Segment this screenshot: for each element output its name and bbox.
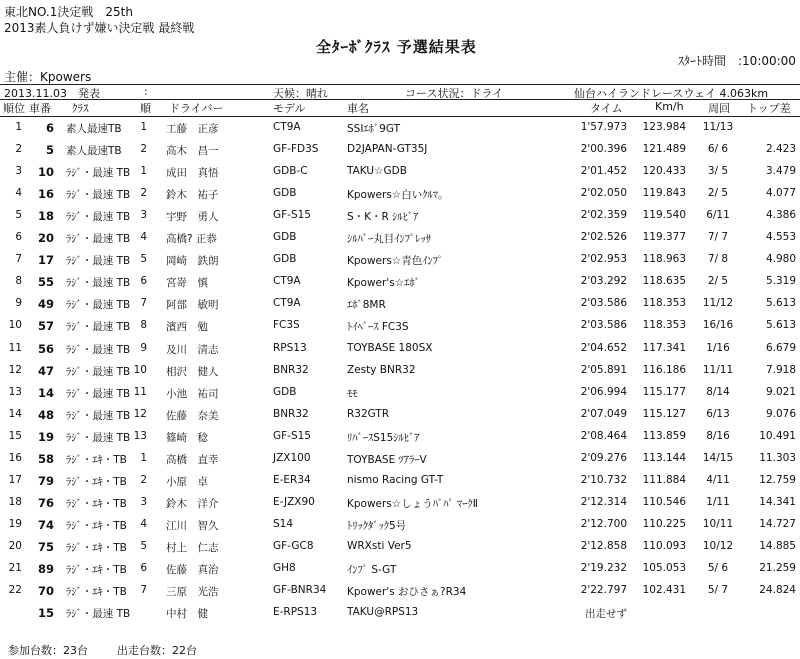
cell-gap: 9.021 [765, 385, 796, 398]
column-header-row [0, 100, 800, 122]
cell-time: 2'03.586 [580, 297, 627, 310]
cell-drv: 鈴木 祐子 [166, 189, 219, 202]
cell-kmh: 115.127 [642, 407, 686, 420]
table-row [0, 231, 800, 253]
cell-car: TAKU@RPS13 [347, 606, 419, 619]
cell-gap: 10.491 [759, 429, 796, 442]
cell-num: 18 [37, 209, 54, 224]
cell-gap: 4.980 [765, 253, 796, 266]
cell-cls: ﾗｼﾞ・ｴｷ・TB [66, 564, 127, 576]
cell-mdl: S14 [273, 517, 294, 530]
event-line-1: 東北NO.1決定戦 25th [4, 5, 133, 19]
cell-cls: ﾗｼﾞ・ｴｷ・TB [66, 453, 127, 466]
cell-drv: 村上 仁志 [166, 541, 219, 554]
cell-mdl: E-RPS13 [273, 606, 318, 619]
cell-car: WRXsti Ver5 [347, 539, 412, 552]
cell-drv: 江川 智久 [166, 519, 219, 532]
cell-num: 56 [37, 341, 54, 356]
cell-car: Kpower's おひさぁ?R34 [347, 586, 467, 599]
cell-gap: 9.076 [765, 407, 796, 420]
cell-car: ｴﾎﾞ8MR [347, 299, 386, 312]
cell-mdl: CT9A [273, 297, 301, 310]
cell-pos: 15 [8, 429, 22, 442]
cell-ord: 2 [140, 143, 147, 156]
cell-num: 5 [45, 143, 54, 158]
cell-cls: ﾗｼﾞ・最速 TB [66, 409, 131, 422]
cell-cls: ﾗｼﾞ・最速 TB [66, 608, 131, 621]
cell-lap: 2/ 5 [707, 275, 729, 288]
cell-time: 2'08.464 [580, 429, 627, 442]
cell-kmh: 118.963 [642, 253, 686, 266]
col-driver: ドライバー [169, 102, 224, 115]
cell-gap: 6.679 [765, 341, 796, 354]
cell-pos: 7 [15, 253, 22, 266]
cell-num: 74 [37, 517, 54, 532]
start-time: ｽﾀｰﾄ時間 :10:00:00 [678, 54, 796, 68]
cell-gap: 4.553 [765, 231, 796, 244]
cell-mdl: JZX100 [273, 451, 311, 464]
cell-gap: 4.386 [765, 209, 796, 222]
cell-kmh: 102.431 [642, 584, 686, 597]
cell-num: 70 [37, 584, 54, 599]
cell-ord: 5 [140, 253, 147, 266]
cell-drv: 阿部 敏明 [166, 299, 219, 312]
cell-drv: 佐藤 奈美 [166, 409, 219, 422]
cell-kmh: 110.093 [642, 539, 686, 552]
cell-car: ﾓﾓ [347, 387, 358, 400]
cell-pos: 5 [15, 209, 22, 222]
cell-gap: 24.824 [759, 584, 796, 597]
col-gap: トップ差 [747, 102, 791, 115]
cell-pos: 16 [8, 451, 22, 464]
cell-lap: 8/16 [706, 429, 730, 442]
cell-kmh: 120.433 [642, 165, 686, 178]
cell-num: 47 [37, 363, 54, 378]
cell-drv: 相沢 健人 [166, 365, 219, 378]
cell-gap: 14.341 [759, 495, 796, 508]
cell-cls: ﾗｼﾞ・最速 TB [66, 211, 131, 224]
starters-count: 出走台数：22台 [117, 644, 197, 657]
cell-car: nismo Racing GT-T [347, 473, 444, 486]
cell-num: 75 [37, 539, 54, 554]
cell-cls: ﾗｼﾞ・ｴｷ・TB [66, 497, 127, 510]
cell-lap: 8/14 [706, 385, 730, 398]
organizer: 主催：Kpowers [4, 70, 92, 84]
table-row [0, 121, 800, 143]
cell-kmh: 110.225 [642, 517, 686, 530]
cell-ord: 1 [140, 165, 147, 178]
cell-ord: 8 [140, 319, 147, 332]
cell-cls: ﾗｼﾞ・最速 TB [66, 321, 131, 334]
table-row [0, 165, 800, 187]
cell-lap: 4/11 [706, 473, 730, 486]
cell-ord: 6 [140, 562, 147, 574]
cell-kmh: 123.984 [642, 121, 686, 133]
cell-num: 14 [37, 385, 54, 400]
cell-lap: 5/ 7 [707, 584, 729, 597]
cell-time: 2'02.953 [580, 253, 627, 266]
cell-car: R32GTR [347, 407, 390, 420]
table-row [0, 319, 800, 341]
cell-car: TOYBASE ﾂｱﾗｰV [347, 453, 427, 466]
cell-lap: 1/11 [706, 495, 730, 508]
cell-num: 79 [37, 473, 54, 488]
cell-cls: ﾗｼﾞ・最速 TB [66, 365, 131, 378]
cell-cls: ﾗｼﾞ・最速 TB [66, 277, 131, 290]
cell-cls: ﾗｼﾞ・最速 TB [66, 387, 131, 400]
cell-mdl: RPS13 [273, 341, 307, 354]
cell-pos: 9 [15, 297, 22, 310]
cell-ord: 1 [140, 451, 147, 464]
cell-car: Kpowers☆青色ｲﾝﾌﾟ [347, 255, 444, 268]
cell-gap: 5.613 [765, 297, 796, 310]
table-row [0, 430, 800, 452]
cell-time: 出走せず [585, 608, 627, 621]
cell-pos: 19 [8, 517, 22, 530]
cell-num: 15 [37, 606, 54, 621]
cell-drv: 篠崎 稔 [166, 431, 208, 444]
cell-num: 16 [37, 187, 54, 202]
cell-kmh: 110.546 [642, 495, 686, 508]
cell-gap: 5.613 [765, 319, 796, 332]
cell-drv: 濱西 勉 [166, 321, 208, 334]
cell-time: 2'04.652 [580, 341, 627, 354]
cell-num: 57 [37, 319, 54, 334]
cell-mdl: GDB [273, 187, 297, 200]
cell-time: 2'03.586 [580, 319, 627, 332]
cell-mdl: CT9A [273, 121, 301, 133]
cell-car: ﾘﾊﾞｰｽS15ｼﾙﾋﾞｱ [347, 431, 420, 444]
cell-lap: 6/13 [706, 407, 730, 420]
cell-pos: 2 [15, 143, 22, 156]
cell-gap: 12.759 [759, 473, 796, 486]
cell-pos: 13 [8, 385, 22, 398]
cell-kmh: 121.489 [642, 143, 686, 156]
cell-car: S・K・R ｼﾙﾋﾞｱ [347, 211, 419, 224]
cell-car: ｲﾝﾌﾟ S-GT [347, 564, 397, 576]
cell-pos: 11 [8, 341, 22, 354]
table-row [0, 562, 800, 584]
cell-cls: ﾗｼﾞ・ｴｷ・TB [66, 475, 127, 488]
cell-drv: 宇野 勇人 [166, 211, 219, 224]
cell-ord: 4 [140, 231, 147, 244]
cell-cls: 素人最速TB [66, 123, 122, 135]
cell-ord: 11 [133, 385, 147, 398]
cell-ord: 3 [140, 209, 147, 222]
table-row [0, 474, 800, 496]
cell-car: Kpowers☆白いｸﾙﾏ。 [347, 189, 449, 202]
cell-num: 20 [37, 231, 54, 246]
cell-time: 2'07.049 [580, 407, 627, 420]
cell-kmh: 111.884 [642, 473, 686, 486]
cell-ord: 3 [140, 495, 147, 508]
cell-drv: 高橋 直幸 [166, 453, 219, 466]
cell-ord: 5 [140, 539, 147, 552]
table-row [0, 143, 800, 165]
cell-time: 2'00.396 [580, 143, 627, 156]
cell-lap: 7/ 8 [707, 253, 729, 266]
table-row [0, 253, 800, 275]
cell-mdl: BNR32 [273, 363, 309, 376]
cell-lap: 1/16 [706, 341, 730, 354]
cell-ord: 4 [140, 517, 147, 530]
cell-lap: 11/13 [702, 121, 734, 133]
cell-drv: 及川 清志 [166, 343, 219, 356]
col-num: 車番 [29, 102, 51, 115]
cell-ord: 2 [140, 473, 147, 486]
weather: 天候：晴れ [273, 87, 328, 100]
table-row [0, 342, 800, 364]
cell-lap: 3/ 5 [707, 165, 729, 178]
cell-pos: 18 [8, 495, 22, 508]
cell-gap: 11.303 [759, 451, 796, 464]
table-row [0, 584, 800, 606]
table-row [0, 386, 800, 408]
cell-time: 1'57.973 [580, 121, 627, 133]
cell-car: ﾄﾘｯｸﾀﾞｯｸ5号 [347, 519, 407, 532]
cell-time: 2'19.232 [580, 562, 627, 574]
cell-drv: 宮嵜 慎 [166, 277, 208, 290]
cell-lap: 16/16 [702, 319, 734, 332]
cell-time: 2'12.858 [580, 539, 627, 552]
col-time: タイム [590, 102, 623, 115]
cell-kmh: 119.540 [642, 209, 686, 222]
cell-cls: ﾗｼﾞ・最速 TB [66, 233, 131, 246]
cell-lap: 11/11 [702, 363, 734, 376]
cell-mdl: GF-GC8 [273, 539, 314, 552]
col-lap: 周回 [708, 102, 730, 115]
cell-time: 2'10.732 [580, 473, 627, 486]
cell-time: 2'02.526 [580, 231, 627, 244]
cell-kmh: 119.843 [642, 187, 686, 200]
cell-mdl: FC3S [273, 319, 300, 332]
cell-ord: 10 [133, 363, 147, 376]
cell-pos: 17 [8, 473, 22, 486]
cell-car: D2JAPAN-GT35J [347, 143, 428, 156]
date-colon: : [144, 85, 148, 98]
cell-car: TAKU☆GDB [347, 165, 407, 178]
cell-ord: 12 [133, 407, 147, 420]
cell-car: Zesty BNR32 [347, 363, 416, 376]
cell-num: 17 [37, 253, 54, 268]
cell-kmh: 115.177 [642, 385, 686, 398]
col-order: 順 [140, 102, 151, 115]
col-kmh: Km/h [655, 100, 684, 113]
cell-mdl: GF-FD3S [273, 143, 319, 156]
cell-num: 76 [37, 495, 54, 510]
cell-time: 2'03.292 [580, 275, 627, 288]
cell-lap: 10/12 [702, 539, 734, 552]
cell-mdl: CT9A [273, 275, 301, 288]
cell-drv: 高木 昌一 [166, 145, 219, 158]
cell-time: 2'06.994 [580, 385, 627, 398]
cell-num: 58 [37, 451, 54, 466]
table-row [0, 408, 800, 430]
cell-mdl: GF-S15 [273, 209, 311, 222]
cell-mdl: GF-BNR34 [273, 584, 327, 597]
cell-mdl: GDB [273, 253, 297, 266]
table-row [0, 518, 800, 540]
cell-drv: 工藤 正彦 [166, 123, 219, 135]
table-row [0, 364, 800, 386]
cell-cls: ﾗｼﾞ・最速 TB [66, 189, 131, 202]
cell-drv: 三原 光浩 [166, 586, 219, 599]
cell-pos: 14 [8, 407, 22, 420]
cell-gap: 4.077 [765, 187, 796, 200]
cell-cls: ﾗｼﾞ・最速 TB [66, 255, 131, 268]
cell-mdl: GH8 [273, 562, 296, 574]
table-row [0, 297, 800, 319]
cell-num: 6 [45, 121, 54, 135]
cell-ord: 7 [140, 584, 147, 597]
cell-cls: ﾗｼﾞ・最速 TB [66, 431, 131, 444]
cell-pos: 8 [15, 275, 22, 288]
cell-gap: 5.319 [765, 275, 796, 288]
cell-drv: 小池 祐司 [166, 387, 219, 400]
cell-time: 2'01.452 [580, 165, 627, 178]
cell-lap: 10/11 [702, 517, 734, 530]
cell-mdl: GF-S15 [273, 429, 311, 442]
cell-pos: 20 [8, 539, 22, 552]
cell-cls: ﾗｼﾞ・最速 TB [66, 167, 131, 180]
cell-drv: 成田 真悟 [166, 167, 219, 180]
cell-gap: 14.727 [759, 517, 796, 530]
cell-time: 2'12.314 [580, 495, 627, 508]
cell-time: 2'02.050 [580, 187, 627, 200]
cell-car: SSIｴﾎﾞ9GT [347, 123, 401, 135]
cell-gap: 14.885 [759, 539, 796, 552]
cell-mdl: BNR32 [273, 407, 309, 420]
cell-drv: 高橋? 正恭 [166, 233, 217, 246]
cell-gap: 2.423 [765, 143, 796, 156]
cell-mdl: E-JZX90 [273, 495, 315, 508]
cell-pos: 4 [15, 187, 22, 200]
cell-pos: 21 [8, 562, 22, 574]
cell-kmh: 113.144 [642, 451, 686, 464]
cell-pos: 1 [15, 121, 22, 133]
venue: 仙台ハイランドレースウェイ 4.063km [574, 87, 769, 100]
cell-kmh: 113.859 [642, 429, 686, 442]
cell-num: 10 [37, 165, 54, 180]
cell-pos: 22 [8, 584, 22, 597]
cell-drv: 佐藤 真治 [166, 564, 219, 576]
cell-time: 2'02.359 [580, 209, 627, 222]
cell-lap: 2/ 5 [707, 187, 729, 200]
cell-lap: 6/11 [706, 209, 730, 222]
cell-time: 2'22.797 [580, 584, 627, 597]
table-row [0, 606, 800, 628]
cell-car: TOYBASE 180SX [347, 341, 433, 354]
cell-drv: 岡崎 鉄朗 [166, 255, 219, 268]
col-model: モデル [273, 102, 306, 115]
col-car: 車名 [347, 102, 369, 115]
cell-num: 55 [37, 275, 54, 290]
cell-time: 2'05.891 [580, 363, 627, 376]
cell-cls: ﾗｼﾞ・最速 TB [66, 343, 131, 356]
cell-drv: 鈴木 洋介 [166, 497, 219, 510]
table-row [0, 496, 800, 518]
cell-ord: 6 [140, 275, 147, 288]
page-title: 全ﾀｰﾎﾞｸﾗｽ 予選結果表 [316, 38, 477, 56]
cell-ord: 1 [140, 121, 147, 133]
cell-pos: 6 [15, 231, 22, 244]
cell-time: 2'12.700 [580, 517, 627, 530]
cell-kmh: 117.341 [642, 341, 686, 354]
cell-cls: ﾗｼﾞ・ｴｷ・TB [66, 541, 127, 554]
cell-lap: 11/12 [702, 297, 734, 310]
cell-car: ｼﾙﾊﾞｰ丸目ｲﾝﾌﾟﾚｯｻ [347, 233, 431, 246]
cell-time: 2'09.276 [580, 451, 627, 464]
cell-kmh: 118.353 [642, 297, 686, 310]
cell-num: 19 [37, 429, 54, 444]
cell-pos: 3 [15, 165, 22, 178]
cell-gap: 21.259 [759, 562, 796, 574]
cell-ord: 7 [140, 297, 147, 310]
cell-kmh: 105.053 [642, 562, 686, 574]
cell-num: 49 [37, 297, 54, 312]
event-line-2: 2013素人負けず嫌い決定戦 最終戦 [4, 21, 195, 35]
table-row [0, 275, 800, 297]
cell-cls: 素人最速TB [66, 145, 122, 158]
cell-mdl: GDB [273, 231, 297, 244]
cell-gap: 7.918 [765, 363, 796, 376]
cell-kmh: 116.186 [642, 363, 686, 376]
cell-cls: ﾗｼﾞ・最速 TB [66, 299, 131, 312]
cell-car: Kpower's☆ｴﾎﾞ [347, 277, 420, 290]
cell-cls: ﾗｼﾞ・ｴｷ・TB [66, 519, 127, 532]
table-row [0, 187, 800, 209]
cell-kmh: 118.635 [642, 275, 686, 288]
cell-drv: 中村 健 [166, 608, 208, 621]
cell-gap: 3.479 [765, 165, 796, 178]
cell-car: ﾄｲﾍﾞｰｽ FC3S [347, 321, 409, 334]
cell-num: 48 [37, 407, 54, 422]
cell-lap: 14/15 [702, 451, 734, 464]
cell-lap: 7/ 7 [707, 231, 729, 244]
cell-lap: 5/ 6 [707, 562, 729, 574]
cell-kmh: 118.353 [642, 319, 686, 332]
cell-mdl: E-ER34 [273, 473, 311, 486]
cell-car: Kpowers☆しょうﾊﾟﾊﾟ ﾏｰｸⅡ [347, 497, 478, 510]
cell-ord: 13 [133, 429, 147, 442]
cell-cls: ﾗｼﾞ・ｴｷ・TB [66, 586, 127, 599]
cell-ord: 2 [140, 187, 147, 200]
date-label: 2013.11.03 発表 [4, 87, 100, 100]
cell-drv: 小原 卓 [166, 475, 208, 488]
col-class: ｸﾗｽ [72, 102, 89, 115]
cell-mdl: GDB-C [273, 165, 308, 178]
cell-num: 89 [37, 562, 54, 576]
cell-mdl: GDB [273, 385, 297, 398]
divider-columns [0, 116, 800, 117]
entries-count: 参加台数：23台 [8, 644, 88, 657]
table-row [0, 540, 800, 562]
cell-pos: 12 [8, 363, 22, 376]
col-pos: 順位 [3, 102, 25, 115]
cell-kmh: 119.377 [642, 231, 686, 244]
table-row [0, 209, 800, 231]
cell-ord: 9 [140, 341, 147, 354]
table-row [0, 452, 800, 474]
cell-lap: 6/ 6 [707, 143, 729, 156]
cell-pos: 10 [8, 319, 22, 332]
course-condition: コース状況：ドライ [405, 87, 504, 100]
